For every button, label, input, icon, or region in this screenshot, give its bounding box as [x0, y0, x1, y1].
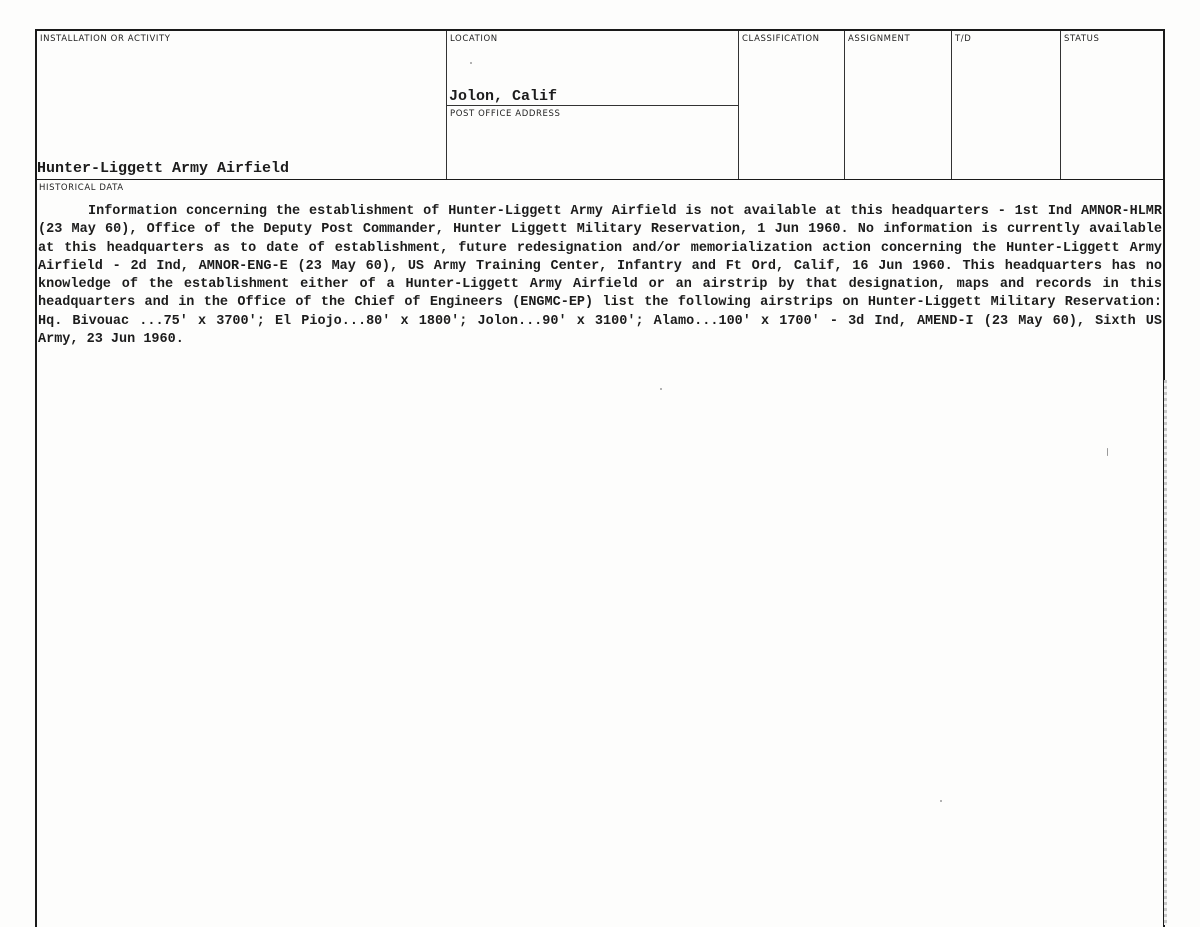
installation-cell: [37, 31, 447, 179]
historical-data-section: [37, 180, 1163, 920]
post-office-label: POST OFFICE ADDRESS: [450, 109, 561, 119]
assignment-label: ASSIGNMENT: [848, 34, 911, 44]
classification-label: CLASSIFICATION: [742, 34, 820, 44]
form-header-row: [37, 31, 1163, 180]
location-value: Jolon, Calif: [449, 88, 558, 105]
location-cell: [447, 31, 739, 179]
installation-label: INSTALLATION OR ACTIVITY: [40, 34, 171, 44]
location-label: LOCATION: [450, 34, 498, 44]
historical-data-text: Information concerning the establishment of Hunter-Liggett Army Airfield is not available at this headquarters - 1st Ind AMNOR-HLMR (23 May 60), Office of the Deputy Post Commander, Hunter Liggett Military Reservation, 1 Jun 1960. No information is currently available at this headquarters as to date of establishment, future redesignation and/or memorialization action concerning the Hunter-Liggett Army Airfield - 2d Ind, AMNOR-ENG-E (23 May 60), US Army Training Center, Infantry and Ft Ord, Calif, 16 Jun 1960. This headquarters has no knowledge of the establishment either of a Hunter-Liggett Army Airfield or an airstrip by that designation, maps and records in this headquarters and in the Office of the Chief of Engineers (ENGMC-EP) list the following airstrips on Hunter-Liggett Military Reservation: Hq. Bivouac ...75' x 3700'; El Piojo...80' x 1800'; Jolon...90' x 3100'; Alamo...100' x 1700' - 3d Ind, AMEND-I (23 May 60), Sixth US Army, 23 Jun 1960.: [38, 204, 1162, 348]
historical-data-label: HISTORICAL DATA: [39, 183, 124, 193]
post-office-box: [447, 106, 738, 180]
status-cell: [1061, 31, 1163, 179]
scan-edge-artifact: [1164, 380, 1167, 925]
td-cell: [952, 31, 1061, 179]
assignment-cell: [845, 31, 952, 179]
classification-cell: [739, 31, 845, 179]
location-box: [447, 31, 738, 106]
installation-value: Hunter-Liggett Army Airfield: [37, 160, 290, 177]
td-label: T/D: [955, 34, 972, 44]
installation-record-form: [35, 29, 1165, 927]
status-label: STATUS: [1064, 34, 1100, 44]
